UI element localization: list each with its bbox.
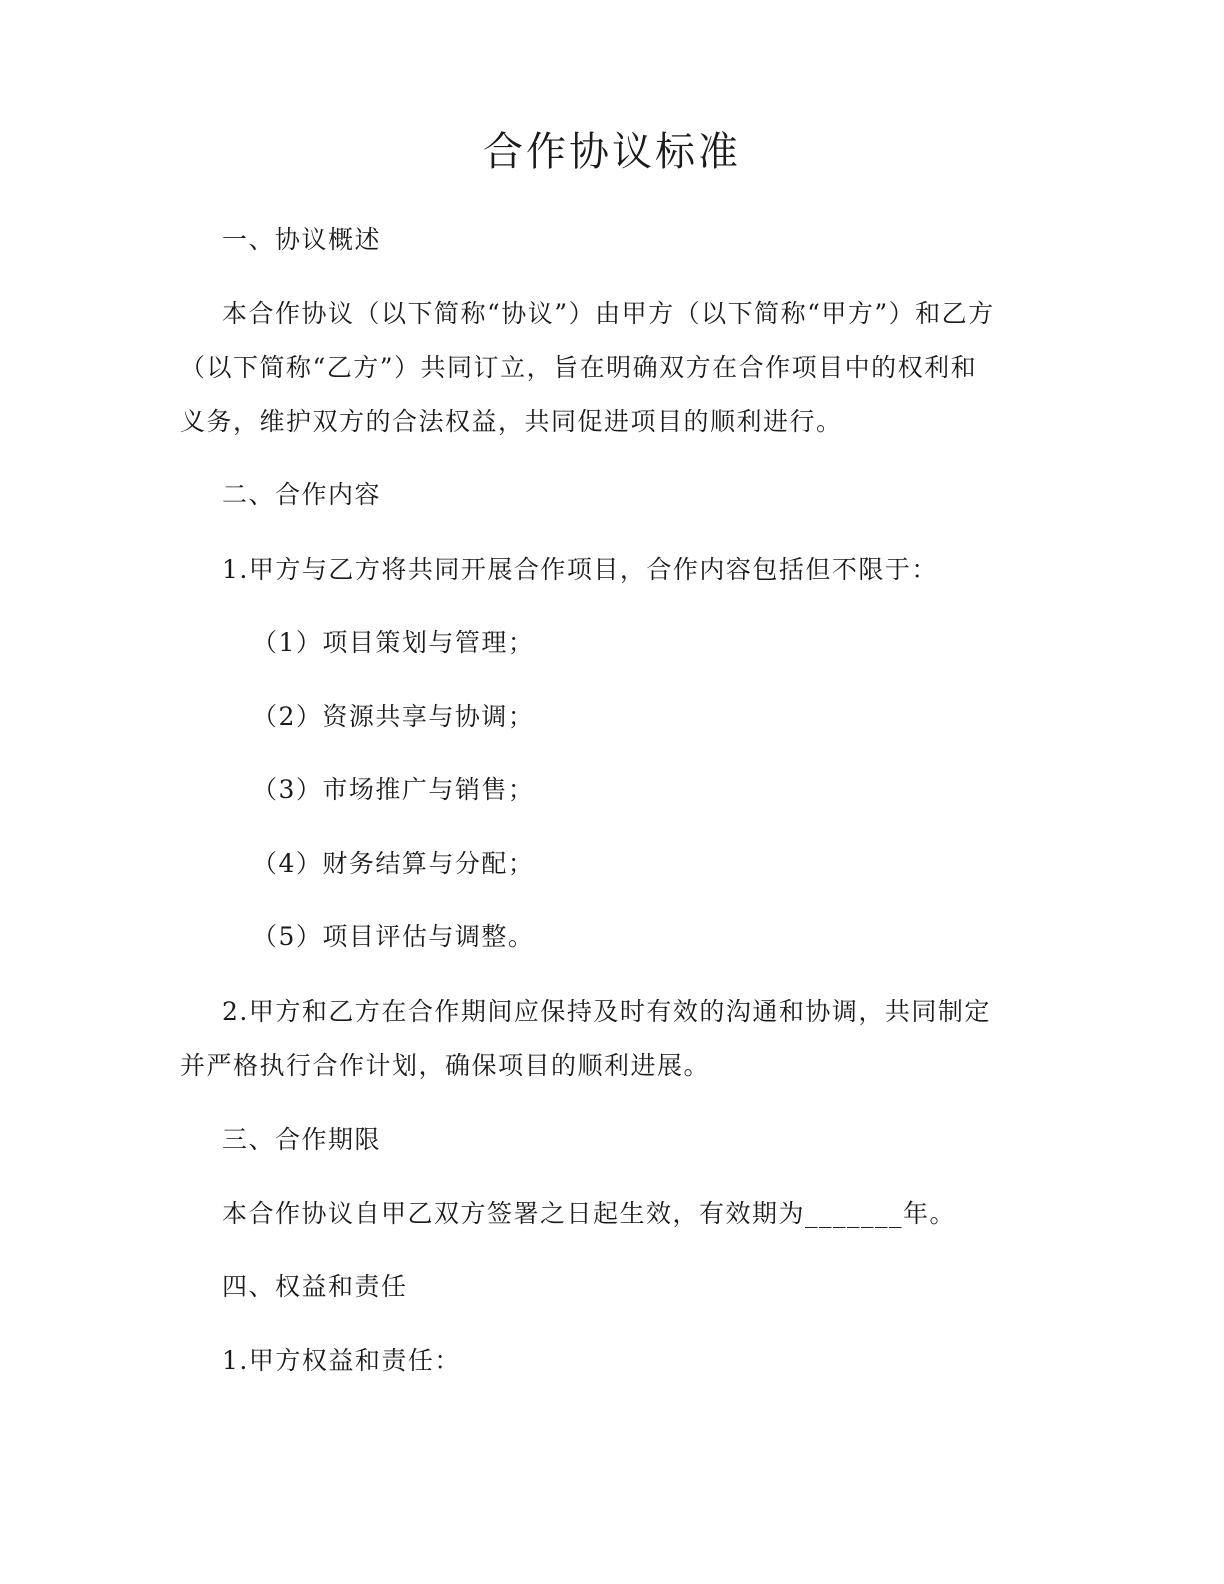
document-title: 合作协议标准 — [483, 129, 741, 175]
content-point-2-line-1: 2.甲方和乙方在合作期间应保持及时有效的沟通和协调，共同制定 — [222, 997, 991, 1026]
section-heading-content: 二、合作内容 — [222, 480, 382, 509]
content-point-2-line-2: 并严格执行合作计划，确保项目的顺利进展。 — [180, 1051, 711, 1080]
content-list-item: （4）财务结算与分配； — [252, 849, 535, 878]
overview-paragraph-line-2: （以下简称“乙方”）共同订立，旨在明确双方在合作项目中的权利和 — [180, 353, 978, 382]
content-list-item: （1）项目策划与管理； — [252, 628, 535, 657]
section-heading-term: 三、合作期限 — [222, 1125, 382, 1154]
content-point-1: 1.甲方与乙方将共同开展合作项目，合作内容包括但不限于： — [222, 555, 938, 584]
rights-point-1: 1.甲方权益和责任： — [222, 1346, 461, 1375]
overview-paragraph-line-3: 义务，维护双方的合法权益，共同促进项目的顺利进行。 — [180, 407, 843, 436]
content-list-item: （3）市场推广与销售； — [252, 775, 535, 804]
section-heading-overview: 一、协议概述 — [222, 225, 382, 254]
content-list-item: （2）资源共享与协调； — [252, 702, 535, 731]
section-heading-rights: 四、权益和责任 — [222, 1272, 408, 1301]
overview-paragraph-line-1: 本合作协议（以下简称“协议”）由甲方（以下简称“甲方”）和乙方 — [222, 299, 995, 328]
content-list-item: （5）项目评估与调整。 — [252, 922, 535, 951]
term-paragraph: 本合作协议自甲乙双方签署之日起生效，有效期为_______年。 — [222, 1199, 957, 1228]
